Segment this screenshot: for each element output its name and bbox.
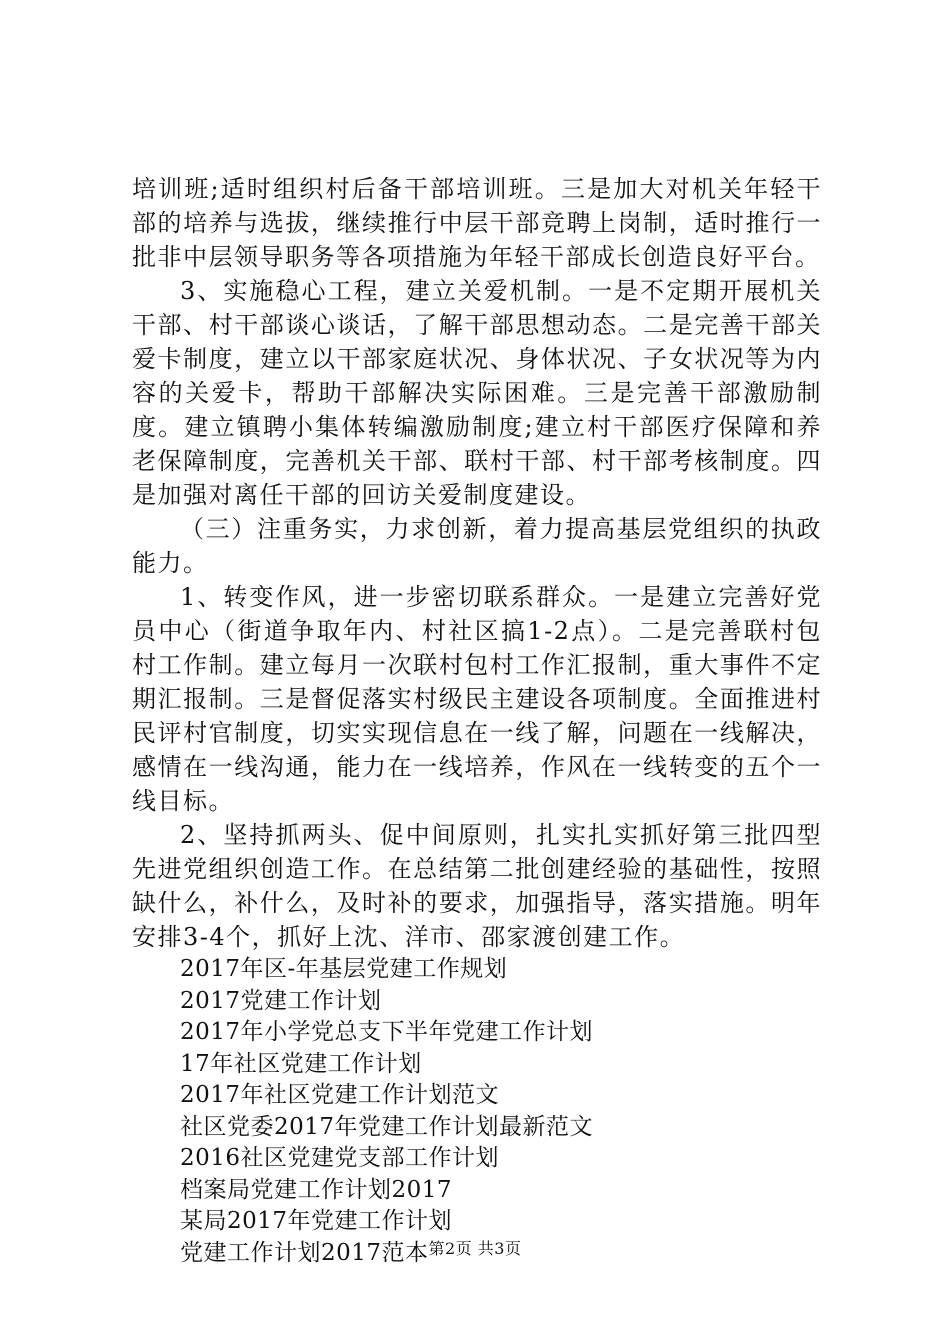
paragraph-cadre-training: 培训班;适时组织村后备干部培训班。三是加大对机关年轻干部的培养与选拔，继续推行中层干部竞聘上岗制，适时推行一批非中层领导职务等各项措施为年轻干部成长创造良好平台。 [132,175,822,271]
section-heading-three: （三）注重务实，力求创新，着力提高基层党组织的执政能力。 [132,515,822,577]
related-article-link[interactable]: 2017年区-年基层党建工作规划 [180,956,508,982]
document-body [132,172,822,1269]
paragraph-advanced-org: 2、坚持抓两头、促中间原则，扎实扎实抓好第三批四型先进党组织创造工作。在总结第二批创建经验的基础性，按照缺什么，补什么，及时补的要求，加强指导，落实措施。明年安排3-4个，抓好上沈、洋市、邵家渡创建工作。 [132,821,822,951]
related-article-link[interactable]: 档案局党建工作计划2017 [180,1176,453,1203]
related-article-link[interactable]: 党建工作计划2017范本 [180,1239,429,1266]
paragraph-care-mechanism: 3、实施稳心工程，建立关爱机制。一是不定期开展机关干部、村干部谈心谈话，了解干部思想动态。二是完善干部关爱卡制度，建立以干部家庭状况、身体状况、子女状况等为内容的关爱卡，帮助干部解决实际困难。三是完善干部激励制度。建立镇聘小集体转编激励制度;建立村干部医疗保障和养老保障制度，完善机关干部、联村干部、村干部考核制度。四是加强对离任干部的回访关爱制度建设。 [132,277,822,509]
related-article-link[interactable]: 某局2017年党建工作计划 [180,1208,453,1234]
related-article-link[interactable]: 2017年小学党总支下半年党建工作计划 [180,1019,594,1045]
related-article-link[interactable]: 2017年社区党建工作计划范文 [180,1082,500,1108]
related-article-link[interactable]: 2016社区党建党支部工作计划 [180,1145,500,1171]
related-article-link[interactable]: 社区党委2017年党建工作计划最新范文 [180,1113,594,1140]
related-article-link[interactable]: 17年社区党建工作计划 [180,1050,422,1077]
page-number-footer: 第2页 共3页 [428,1239,522,1258]
related-article-link[interactable]: 2017党建工作计划 [180,987,382,1014]
related-articles-list [132,954,822,1269]
paragraph-work-style: 1、转变作风，进一步密切联系群众。一是建立完善好党员中心（街道争取年内、村社区搞1-2点）。二是完善联村包村工作制。建立每月一次联村包村工作汇报制，重大事件不定期汇报制。三是督促落实村级民主建设各项制度。全面推进村民评村官制度，切实实现信息在一线了解，问题在一线解决，感情在一线沟通，能力在一线培养，作风在一线转变的五个一线目标。 [132,583,822,815]
